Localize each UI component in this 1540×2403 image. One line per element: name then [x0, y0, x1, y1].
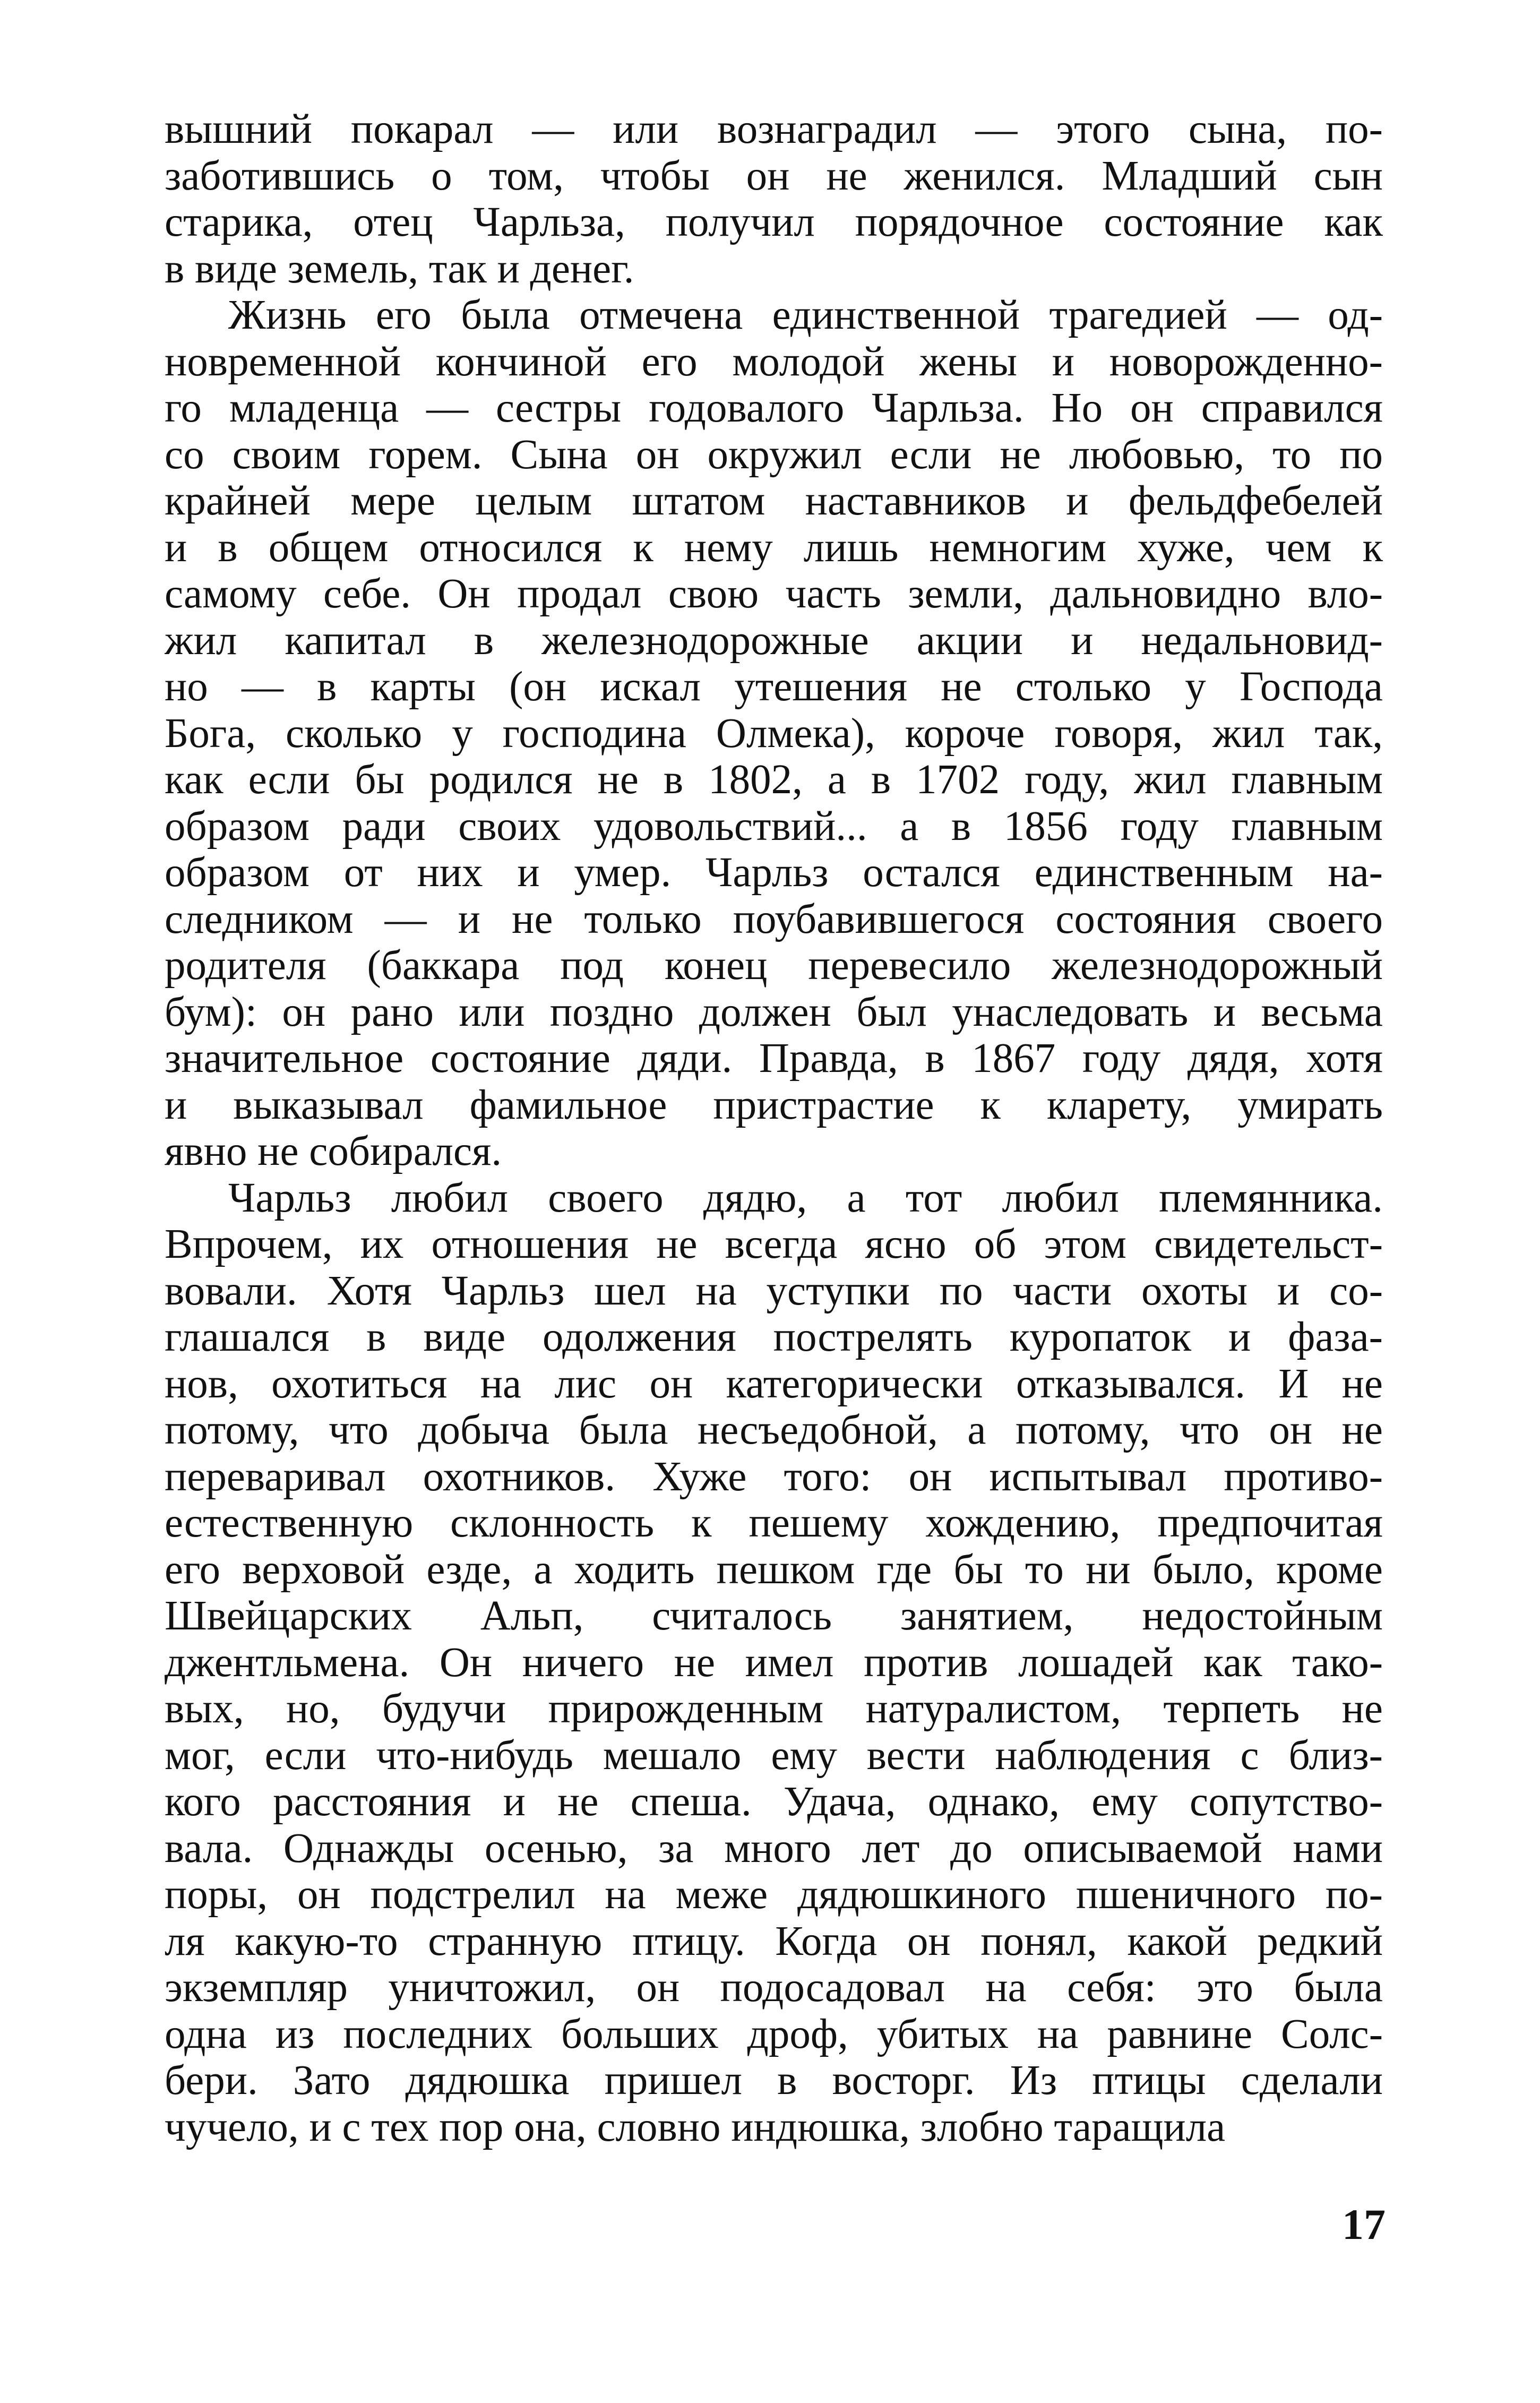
page-number: 17: [1342, 2200, 1386, 2248]
text-line: вала. Однажды осенью, за много лет до описываемой нами: [165, 1825, 1383, 1872]
text-line: жил капитал в железнодорожные акции и недальновид-: [165, 617, 1383, 664]
text-line: следником — и не только поубавившегося состояния своего: [165, 896, 1383, 942]
text-line: ля какую-то странную птицу. Когда он понял, какой редкий: [165, 1918, 1383, 1964]
text-line: Впрочем, их отношения не всегда ясно об этом свидетельст-: [165, 1221, 1383, 1267]
text-line: Швейцарских Альп, считалось занятием, недостойным: [165, 1593, 1383, 1639]
text-line: вышний покарал — или вознаградил — этого сына, по-: [165, 106, 1383, 152]
paragraph: [165, 1175, 1383, 2151]
text-line: новременной кончиной его молодой жены и новорожденно-: [165, 338, 1383, 385]
paragraph: [165, 292, 1383, 1175]
text-line: родителя (баккара под конец перевесило железнодорожный: [165, 942, 1383, 989]
text-line: бери. Зато дядюшка пришел в восторг. Из птицы сделали: [165, 2057, 1383, 2104]
text-line: го младенца — сестры годовалого Чарльза. Но он справился: [165, 385, 1383, 431]
text-line: переваривал охотников. Хуже того: он испытывал противо-: [165, 1453, 1383, 1500]
text-line: со своим горем. Сына он окружил если не любовью, то по: [165, 431, 1383, 478]
text-line: образом от них и умер. Чарльз остался единственным на-: [165, 849, 1383, 896]
text-line: бум): он рано или поздно должен был унаследовать и весьма: [165, 989, 1383, 1035]
text-line: его верховой езде, а ходить пешком где бы то ни было, кроме: [165, 1546, 1383, 1593]
text-line: и в общем относился к нему лишь немногим хуже, чем к: [165, 524, 1383, 571]
text-line: значительное состояние дяди. Правда, в 1867 году дядя, хотя: [165, 1035, 1383, 1082]
text-line: потому, что добыча была несъедобной, а потому, что он не: [165, 1407, 1383, 1453]
text-line: Бога, сколько у господина Олмека), короче говоря, жил так,: [165, 710, 1383, 757]
paragraph: [165, 106, 1383, 292]
text-line: старика, отец Чарльза, получил порядочное состояние как: [165, 199, 1383, 245]
text-line: заботившись о том, чтобы он не женился. Младший сын: [165, 152, 1383, 199]
text-line: экземпляр уничтожил, он подосадовал на себя: это была: [165, 1964, 1383, 2011]
text-line: явно не собирался.: [165, 1128, 502, 1174]
text-line: джентльмена. Он ничего не имел против лошадей как тако-: [165, 1639, 1383, 1686]
text-line: кого расстояния и не спеша. Удача, однако, ему сопутство-: [165, 1779, 1383, 1825]
text-line: естественную склонность к пешему хождению, предпочитая: [165, 1500, 1383, 1546]
text-line: крайней мере целым штатом наставников и фельдфебелей: [165, 478, 1383, 524]
text-line: и выказывал фамильное пристрастие к кларету, умирать: [165, 1082, 1383, 1128]
text-line: вовали. Хотя Чарльз шел на уступки по части охоты и со-: [165, 1267, 1383, 1314]
text-line: одна из последних больших дроф, убитых на равнине Солс-: [165, 2011, 1383, 2057]
text-line: в виде земель, так и денег.: [165, 245, 634, 292]
text-line: чучело, и с тех пор она, словно индюшка, злобно таращила: [165, 2104, 1226, 2150]
text-line: самому себе. Он продал свою часть земли, дальновидно вло-: [165, 571, 1383, 617]
text-line: Жизнь его была отмечена единственной трагедией — од-: [228, 292, 1383, 338]
text-line: но — в карты (он искал утешения не столько у Господа: [165, 664, 1383, 710]
text-line: образом ради своих удовольствий... а в 1856 году главным: [165, 803, 1383, 849]
text-line: поры, он подстрелил на меже дядюшкиного пшеничного по-: [165, 1872, 1383, 1918]
text-line: мог, если что-нибудь мешало ему вести наблюдения с близ-: [165, 1732, 1383, 1779]
text-line: глашался в виде одолжения пострелять куропаток и фаза-: [165, 1314, 1383, 1360]
text-line: как если бы родился не в 1802, а в 1702 году, жил главным: [165, 757, 1383, 803]
text-line: нов, охотиться на лис он категорически отказывался. И не: [165, 1360, 1383, 1407]
text-line: Чарльз любил своего дядю, а тот любил племянника.: [228, 1174, 1383, 1221]
text-line: вых, но, будучи прирожденным натуралистом, терпеть не: [165, 1686, 1383, 1732]
body-text: [165, 106, 1383, 2150]
